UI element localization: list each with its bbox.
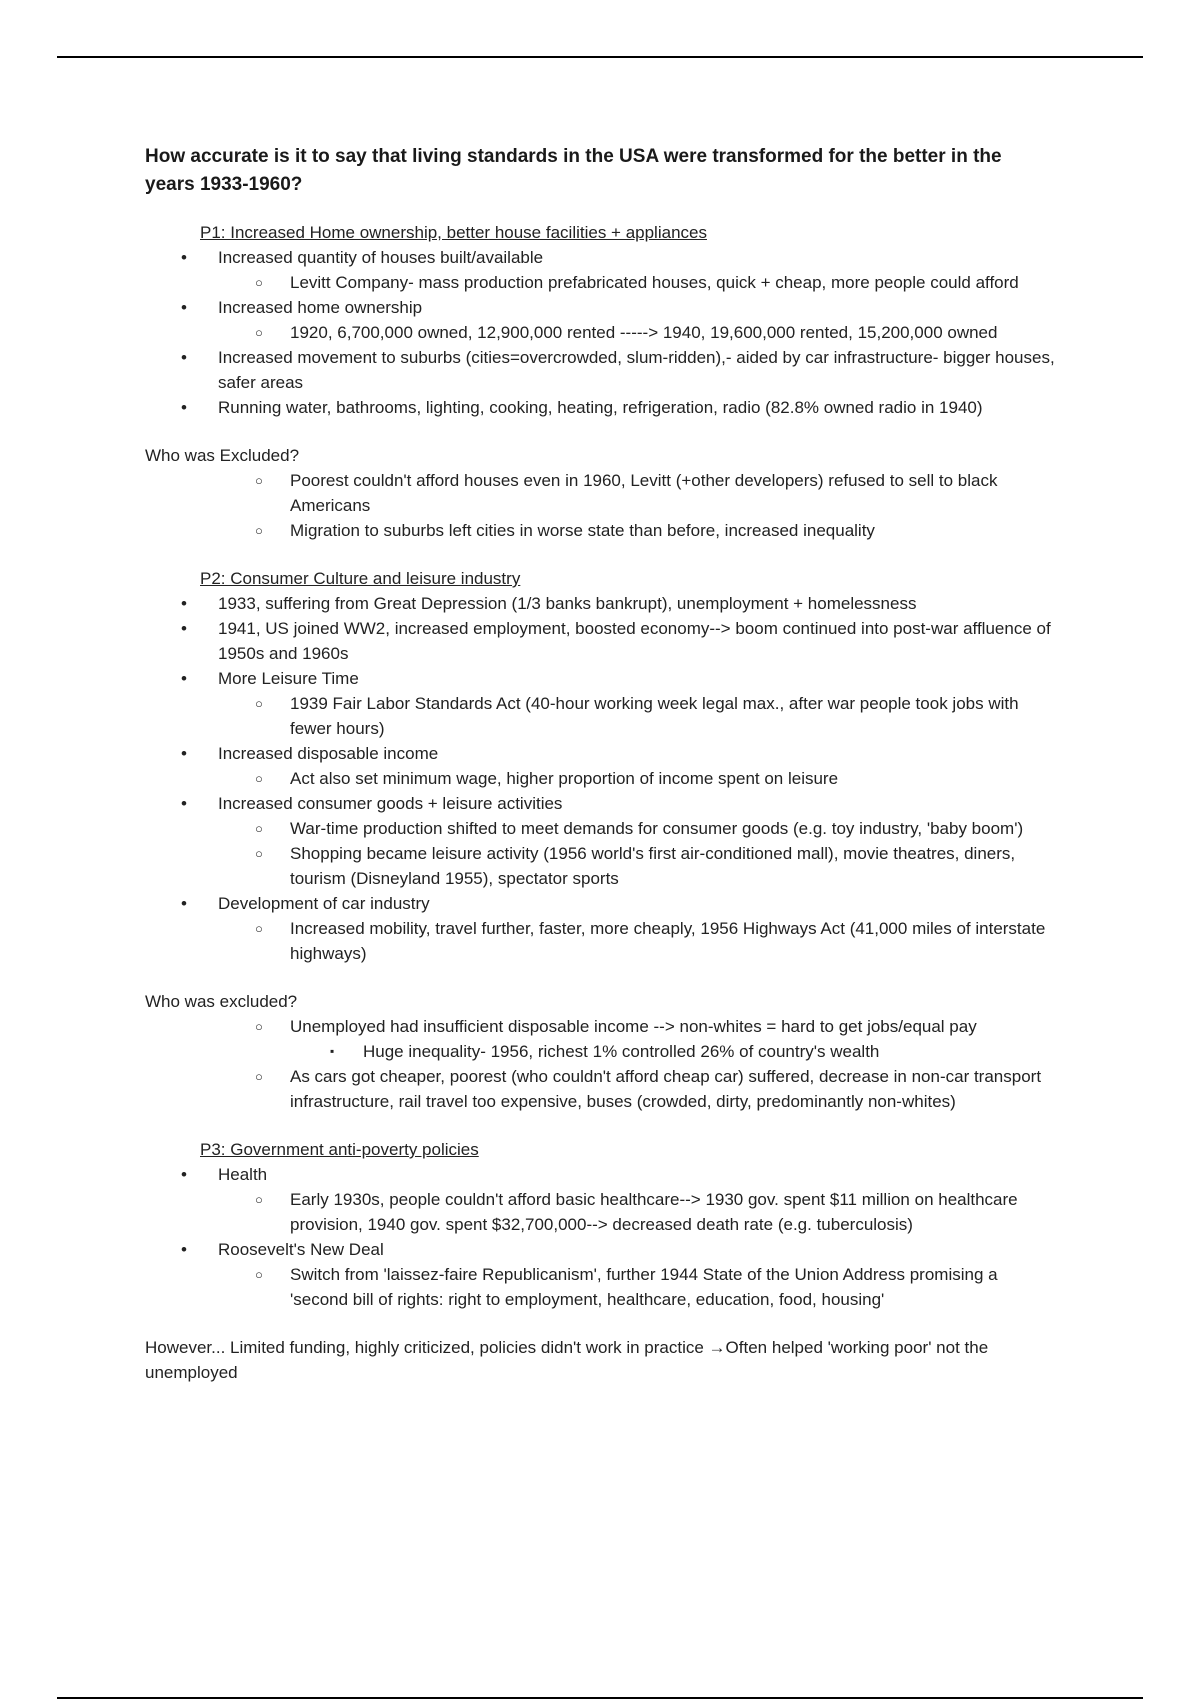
list-item: • Increased movement to suburbs (cities=overcrowded, slum-ridden),- aided by car infrastructure- bigger houses, safer areas — [145, 345, 1055, 395]
list-item: ○ 1920, 6,700,000 owned, 12,900,000 rented -----> 1940, 19,600,000 rented, 15,200,000 owned — [145, 320, 1055, 345]
list-item: ○ Levitt Company- mass production prefabricated houses, quick + cheap, more people could afford — [145, 270, 1055, 295]
circle-bullet-icon: ○ — [255, 473, 263, 488]
circle-bullet-icon: ○ — [255, 1192, 263, 1207]
bullet-icon: • — [181, 669, 187, 688]
essay-question: How accurate is it to say that living standards in the USA were transformed for the better in the years 1933-1960? — [145, 146, 1002, 195]
list-item: ○ As cars got cheaper, poorest (who couldn't afford cheap car) suffered, decrease in non-car transport infrastructure, rail travel too expensive, buses (crowded, dirty, predominantly non-whites) — [145, 1064, 1055, 1114]
p2-excluded-label: Who was excluded? — [145, 992, 298, 1011]
list-item: ○ Act also set minimum wage, higher proportion of income spent on leisure — [145, 766, 1055, 791]
circle-bullet-icon: ○ — [255, 921, 263, 936]
bullet-icon: • — [181, 894, 187, 913]
bullet-icon: • — [181, 1165, 187, 1184]
list-item: ○ Increased mobility, travel further, faster, more cheaply, 1956 Highways Act (41,000 miles of interstate highways) — [145, 916, 1055, 966]
circle-bullet-icon: ○ — [255, 821, 263, 836]
p1-list — [145, 245, 1055, 420]
list-item: • More Leisure Time — [145, 666, 1055, 691]
bullet-icon: • — [181, 348, 187, 367]
list-item: • Increased home ownership — [145, 295, 1055, 320]
list-item: ○ Migration to suburbs left cities in worse state than before, increased inequality — [145, 518, 1055, 543]
list-item: ○ Early 1930s, people couldn't afford basic healthcare--> 1930 gov. spent $11 million on healthcare provision, 1940 gov. spent $32,700,000--> decreased death rate (e.g. tuberculosis) — [145, 1187, 1055, 1237]
list-item: • Development of car industry — [145, 891, 1055, 916]
bullet-icon: • — [181, 794, 187, 813]
list-item: ○ Unemployed had insufficient disposable income --> non-whites = hard to get jobs/equal pay — [145, 1014, 1055, 1039]
bullet-icon: • — [181, 1240, 187, 1259]
p3-heading: P3: Government anti-poverty policies — [200, 1140, 479, 1159]
list-item: ○ 1939 Fair Labor Standards Act (40-hour working week legal max., after war people took jobs with fewer hours) — [145, 691, 1055, 741]
p1-excluded-label: Who was Excluded? — [145, 446, 300, 465]
document-body — [145, 143, 1055, 1385]
bullet-icon: • — [181, 594, 187, 613]
list-item: • Increased disposable income — [145, 741, 1055, 766]
list-item: ○ Poorest couldn't afford houses even in 1960, Levitt (+other developers) refused to sell to black Americans — [145, 468, 1055, 518]
bullet-icon: • — [181, 298, 187, 317]
circle-bullet-icon: ○ — [255, 696, 263, 711]
p1-excluded-list — [145, 468, 1055, 543]
list-item: • Running water, bathrooms, lighting, cooking, heating, refrigeration, radio (82.8% owned radio in 1940) — [145, 395, 1055, 420]
circle-bullet-icon: ○ — [255, 846, 263, 861]
circle-bullet-icon: ○ — [255, 1019, 263, 1034]
bullet-icon: • — [181, 619, 187, 638]
bottom-rule — [57, 1697, 1143, 1699]
list-item: • Roosevelt's New Deal — [145, 1237, 1055, 1262]
bullet-icon: • — [181, 744, 187, 763]
list-item: • Increased consumer goods + leisure activities — [145, 791, 1055, 816]
list-item: • 1941, US joined WW2, increased employment, boosted economy--> boom continued into post-war affluence of 1950s and 1960s — [145, 616, 1055, 666]
p2-excluded-list — [145, 1014, 1055, 1114]
list-item: • Increased quantity of houses built/available — [145, 245, 1055, 270]
list-item: ○ Switch from 'laissez-faire Republicanism', further 1944 State of the Union Address promising a 'second bill of rights: right to employment, healthcare, education, food, housing' — [145, 1262, 1055, 1312]
list-item: • 1933, suffering from Great Depression (1/3 banks bankrupt), unemployment + homelessness — [145, 591, 1055, 616]
bullet-icon: • — [181, 398, 187, 417]
conclusion: However... Limited funding, highly criticized, policies didn't work in practice →Often helped 'working poor' not the unemployed — [145, 1338, 989, 1382]
top-rule — [57, 56, 1143, 58]
list-item: ○ Shopping became leisure activity (1956 world's first air-conditioned mall), movie theatres, diners, tourism (Disneyland 1955), spectator sports — [145, 841, 1055, 891]
circle-bullet-icon: ○ — [255, 1069, 263, 1084]
circle-bullet-icon: ○ — [255, 523, 263, 538]
bullet-icon: • — [181, 248, 187, 267]
list-item: ○ War-time production shifted to meet demands for consumer goods (e.g. toy industry, 'baby boom') — [145, 816, 1055, 841]
p1-heading: P1: Increased Home ownership, better house facilities + appliances — [200, 223, 707, 242]
square-bullet-icon: ▪ — [330, 1044, 335, 1058]
circle-bullet-icon: ○ — [255, 325, 263, 340]
list-item: ▪ Huge inequality- 1956, richest 1% controlled 26% of country's wealth — [145, 1039, 1055, 1064]
circle-bullet-icon: ○ — [255, 1267, 263, 1282]
circle-bullet-icon: ○ — [255, 275, 263, 290]
p2-heading: P2: Consumer Culture and leisure industry — [200, 569, 521, 588]
p3-list — [145, 1162, 1055, 1312]
list-item: • Health — [145, 1162, 1055, 1187]
circle-bullet-icon: ○ — [255, 771, 263, 786]
p2-list — [145, 591, 1055, 966]
